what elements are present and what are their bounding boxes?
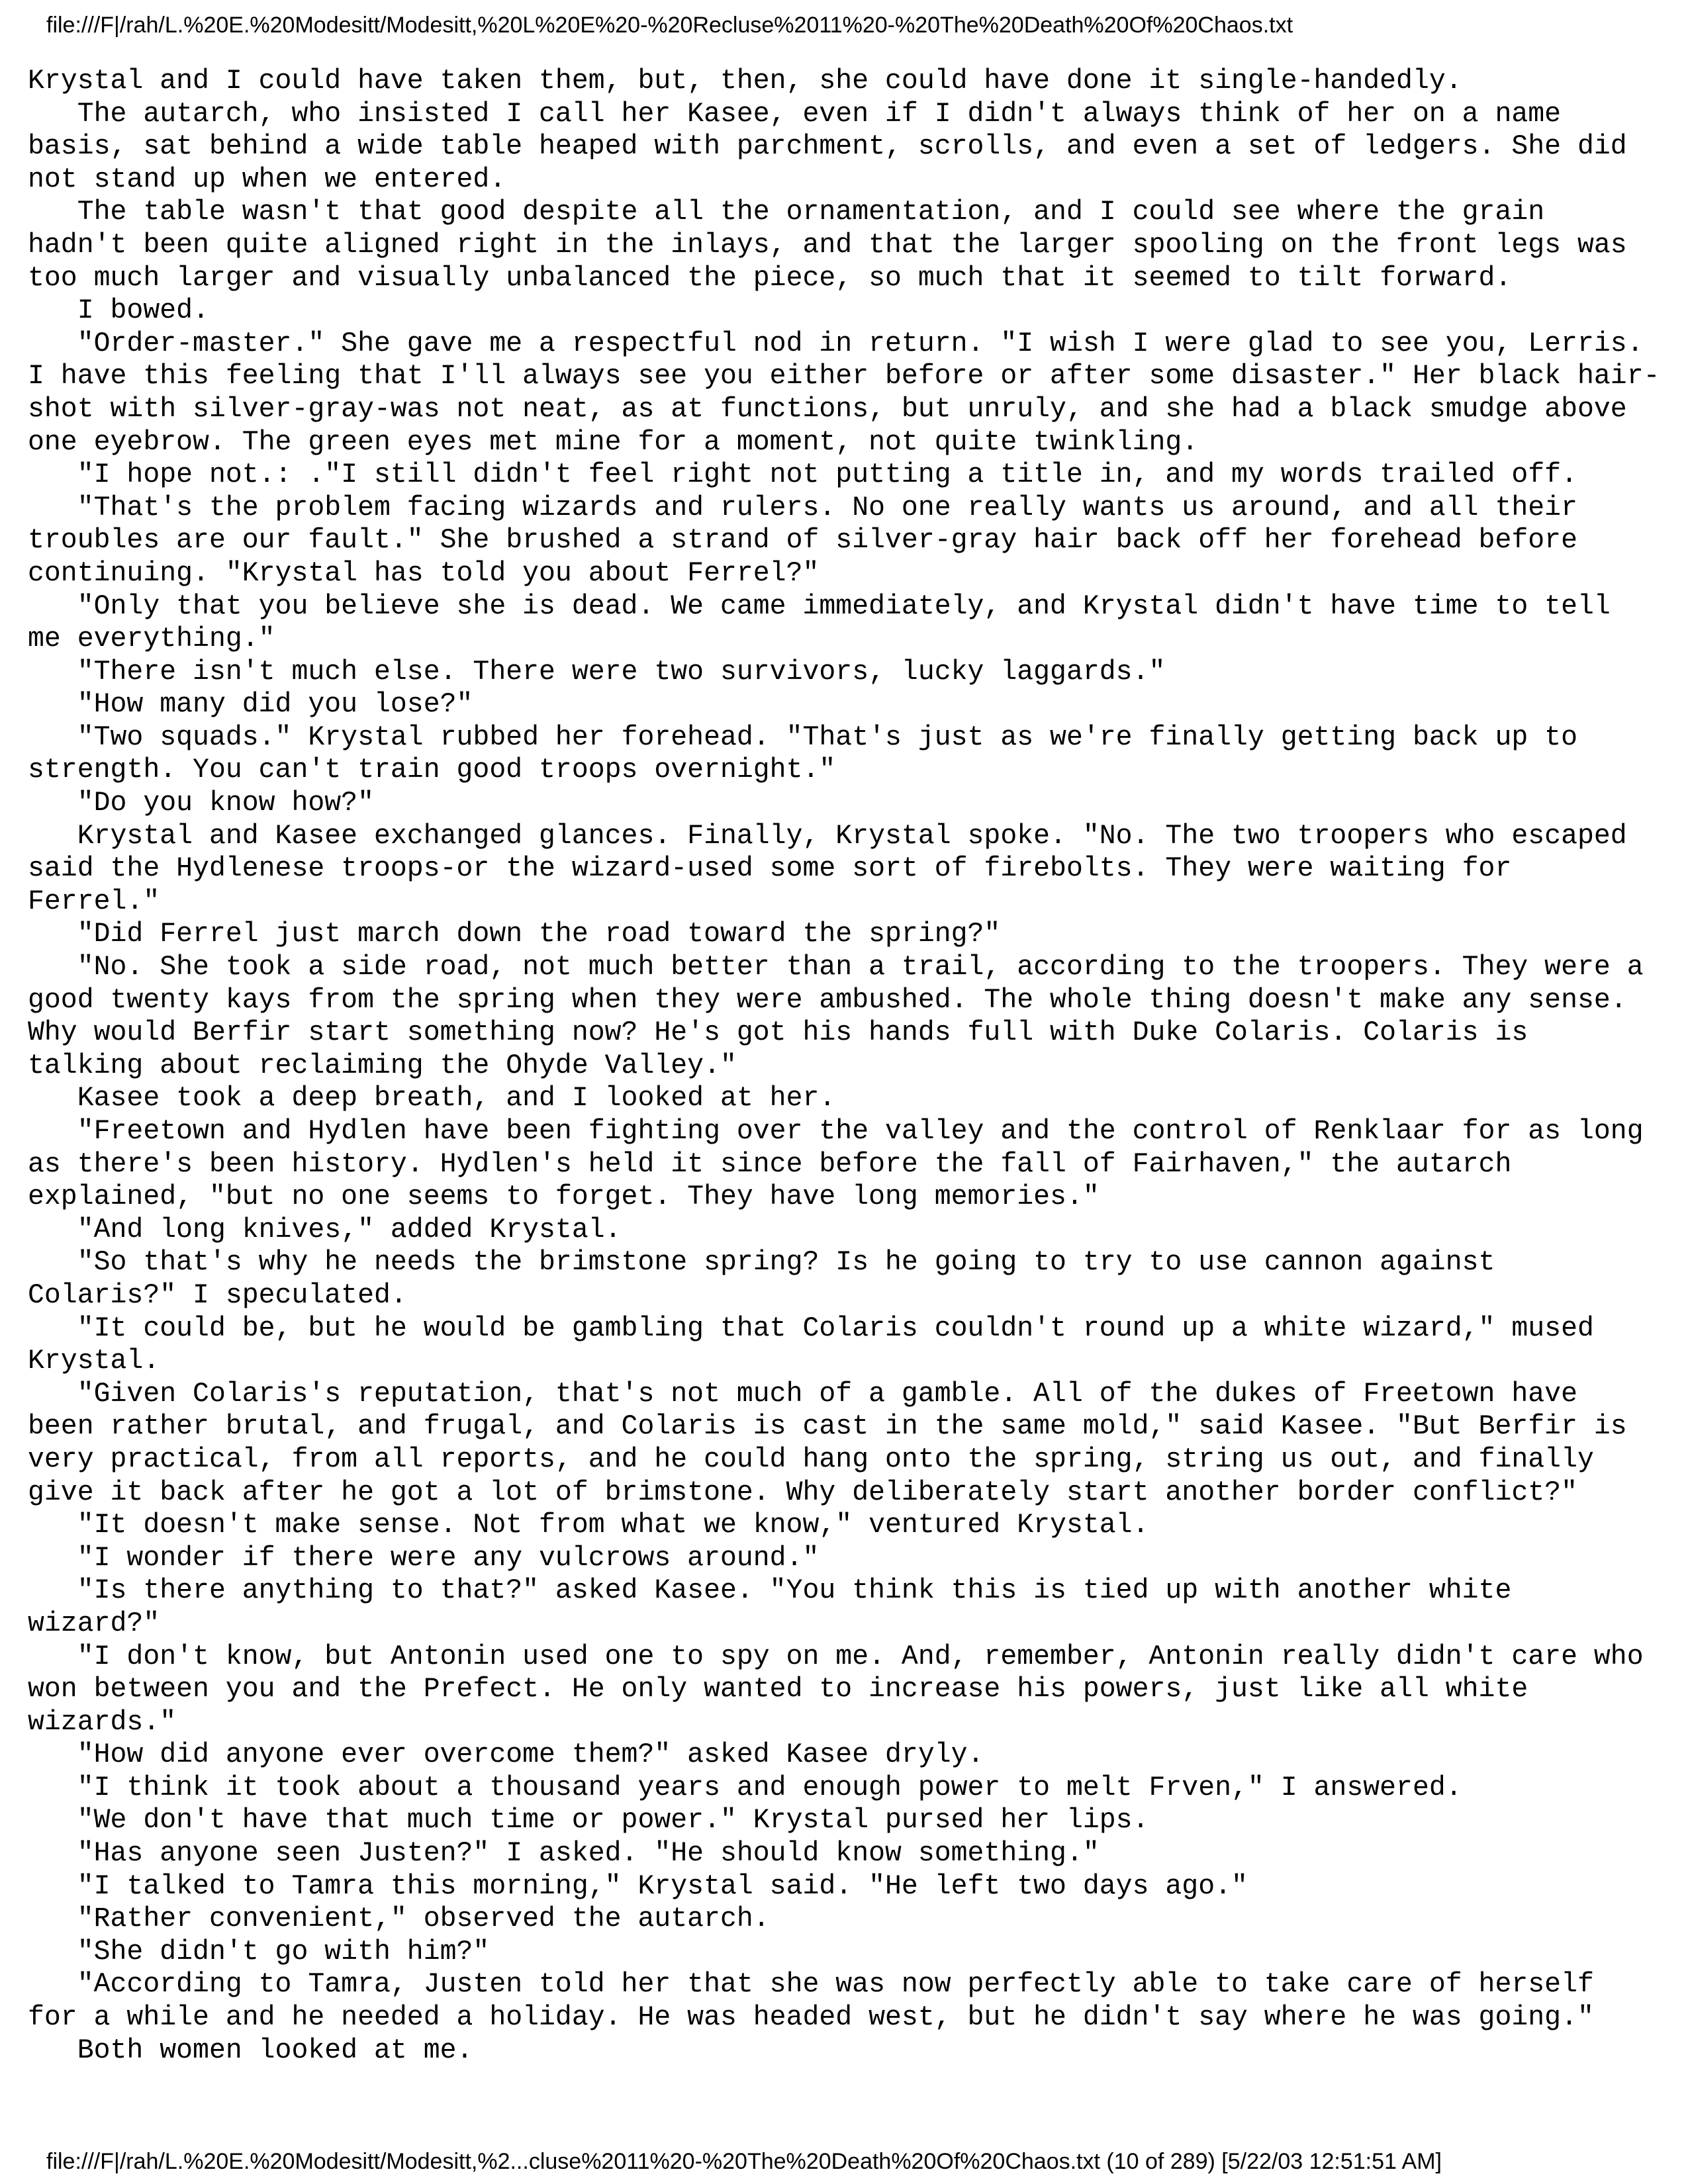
text-line: hadn't been quite aligned right in the inlays, and that the larger spooling on the front legs was: [28, 229, 1627, 261]
text-line: Krystal.: [28, 1345, 160, 1377]
text-line: "So that's why he needs the brimstone spring? Is he going to try to use cannon against: [28, 1247, 1495, 1279]
text-line: "I hope not.: ."I still didn't feel right not putting a title in, and my words trailed off.: [28, 459, 1577, 491]
text-line: me everything.": [28, 623, 275, 655]
text-line: won between you and the Prefect. He only wanted to increase his powers, just like all white: [28, 1674, 1528, 1706]
text-line: "She didn't go with him?": [28, 1936, 490, 1968]
text-line: as there's been history. Hydlen's held it since before the fall of Fairhaven," the autarch: [28, 1148, 1512, 1180]
text-line: said the Hydlenese troops-or the wizard-used some sort of firebolts. They were waiting for: [28, 853, 1512, 885]
text-line: wizard?": [28, 1608, 160, 1639]
document-body: [28, 65, 1663, 2067]
text-line: "Only that you believe she is dead. We came immediately, and Krystal didn't have time to tell: [28, 590, 1611, 622]
text-line: "I wonder if there were any vulcrows around.": [28, 1542, 820, 1574]
text-line: The autarch, who insisted I call her Kasee, even if I didn't always think of her on a name: [28, 98, 1562, 130]
text-line: "We don't have that much time or power." Krystal pursed her lips.: [28, 1805, 1149, 1837]
text-line: give it back after he got a lot of brimstone. Why deliberately start another border conflict?": [28, 1477, 1577, 1508]
text-line: "I talked to Tamra this morning," Krystal said. "He left two days ago.": [28, 1870, 1248, 1902]
text-line: "Did Ferrel just march down the road toward the spring?": [28, 919, 1001, 950]
text-line: Krystal and Kasee exchanged glances. Finally, Krystal spoke. "No. The two troopers who escaped: [28, 820, 1627, 852]
text-line: I bowed.: [28, 295, 209, 327]
text-line: good twenty kays from the spring when they were ambushed. The whole thing doesn't make any sense.: [28, 984, 1627, 1016]
text-line: "Freetown and Hydlen have been fighting over the valley and the control of Renklaar for as long: [28, 1116, 1644, 1147]
text-line: troubles are our fault." She brushed a strand of silver-gray hair back off her forehead before: [28, 525, 1577, 557]
text-line: not stand up when we entered.: [28, 163, 506, 195]
text-line: too much larger and visually unbalanced the piece, so much that it seemed to tilt forward.: [28, 262, 1512, 294]
text-line: "Has anyone seen Justen?" I asked. "He should know something.": [28, 1838, 1100, 1870]
text-line: "Given Colaris's reputation, that's not much of a gamble. All of the dukes of Freetown have: [28, 1378, 1577, 1410]
text-line: shot with silver-gray-was not neat, as at functions, but unruly, and she had a black smudge above: [28, 393, 1627, 425]
text-line: The table wasn't that good despite all the ornamentation, and I could see where the grain: [28, 197, 1545, 228]
text-line: "I don't know, but Antonin used one to spy on me. And, remember, Antonin really didn't care who: [28, 1641, 1644, 1672]
text-line: "According to Tamra, Justen told her that she was now perfectly able to take care of herself: [28, 1969, 1594, 2001]
text-line: "Rather convenient," observed the autarch.: [28, 1903, 770, 1935]
file-path-header: file:///F|/rah/L.%20E.%20Modesitt/Modesitt,%20L%20E%20-%20Recluse%2011%20-%20The%20Death%20Of%20Chaos.txt: [46, 13, 1293, 38]
text-line: wizards.": [28, 1706, 177, 1738]
text-line: Both women looked at me.: [28, 2034, 473, 2066]
text-line: basis, sat behind a wide table heaped with parchment, scrolls, and even a set of ledgers. She did: [28, 131, 1627, 163]
text-line: Kasee took a deep breath, and I looked at her.: [28, 1083, 836, 1115]
text-line: "That's the problem facing wizards and rulers. No one really wants us around, and all their: [28, 492, 1577, 523]
text-line: Colaris?" I speculated.: [28, 1279, 407, 1311]
text-line: Ferrel.": [28, 886, 160, 917]
text-line: explained, "but no one seems to forget. They have long memories.": [28, 1181, 1100, 1213]
text-line: "No. She took a side road, not much better than a trail, according to the troopers. They were a: [28, 952, 1644, 983]
text-line: "It doesn't make sense. Not from what we know," ventured Krystal.: [28, 1510, 1149, 1541]
text-line: Krystal and I could have taken them, but, then, she could have done it single-handedly.: [28, 66, 1462, 97]
text-line: "Is there anything to that?" asked Kasee. "You think this is tied up with another white: [28, 1575, 1512, 1607]
text-line: "It could be, but he would be gambling that Colaris couldn't round up a white wizard," mused: [28, 1312, 1594, 1344]
text-line: "There isn't much else. There were two survivors, lucky laggards.": [28, 656, 1166, 688]
text-line: strength. You can't train good troops overnight.": [28, 754, 836, 786]
text-line: one eyebrow. The green eyes met mine for a moment, not quite twinkling.: [28, 426, 1199, 458]
text-line: talking about reclaiming the Ohyde Valley.": [28, 1050, 737, 1081]
text-line: very practical, from all reports, and he could hang onto the spring, string us out, and finally: [28, 1443, 1594, 1475]
text-line: "How many did you lose?": [28, 689, 473, 721]
text-line: "And long knives," added Krystal.: [28, 1214, 622, 1246]
text-line: "Do you know how?": [28, 788, 374, 819]
text-line: I have this feeling that I'll always see you either before or after some disaster." Her black hair-: [28, 361, 1660, 392]
text-line: "How did anyone ever overcome them?" asked Kasee dryly.: [28, 1739, 984, 1771]
text-line: "Two squads." Krystal rubbed her forehead. "That's just as we're finally getting back up to: [28, 721, 1577, 753]
text-line: for a while and he needed a holiday. He was headed west, but he didn't say where he was going.": [28, 2002, 1594, 2034]
text-line: "Order-master." She gave me a respectful nod in return. "I wish I were glad to see you, Lerris.: [28, 328, 1644, 359]
file-path-footer: file:///F|/rah/L.%20E.%20Modesitt/Modesitt,%2...cluse%2011%20-%20The%20Death%20Of%20Chaos.txt (10 of 289) [5/22/03 12:51:51 AM]: [46, 2149, 1442, 2174]
text-line: Why would Berfir start something now? He's got his hands full with Duke Colaris. Colaris is: [28, 1017, 1528, 1049]
text-line: "I think it took about a thousand years and enough power to melt Frven," I answered.: [28, 1772, 1462, 1803]
text-line: been rather brutal, and frugal, and Colaris is cast in the same mold," said Kasee. "But Berfir is: [28, 1411, 1627, 1443]
text-line: continuing. "Krystal has told you about Ferrel?": [28, 557, 820, 589]
